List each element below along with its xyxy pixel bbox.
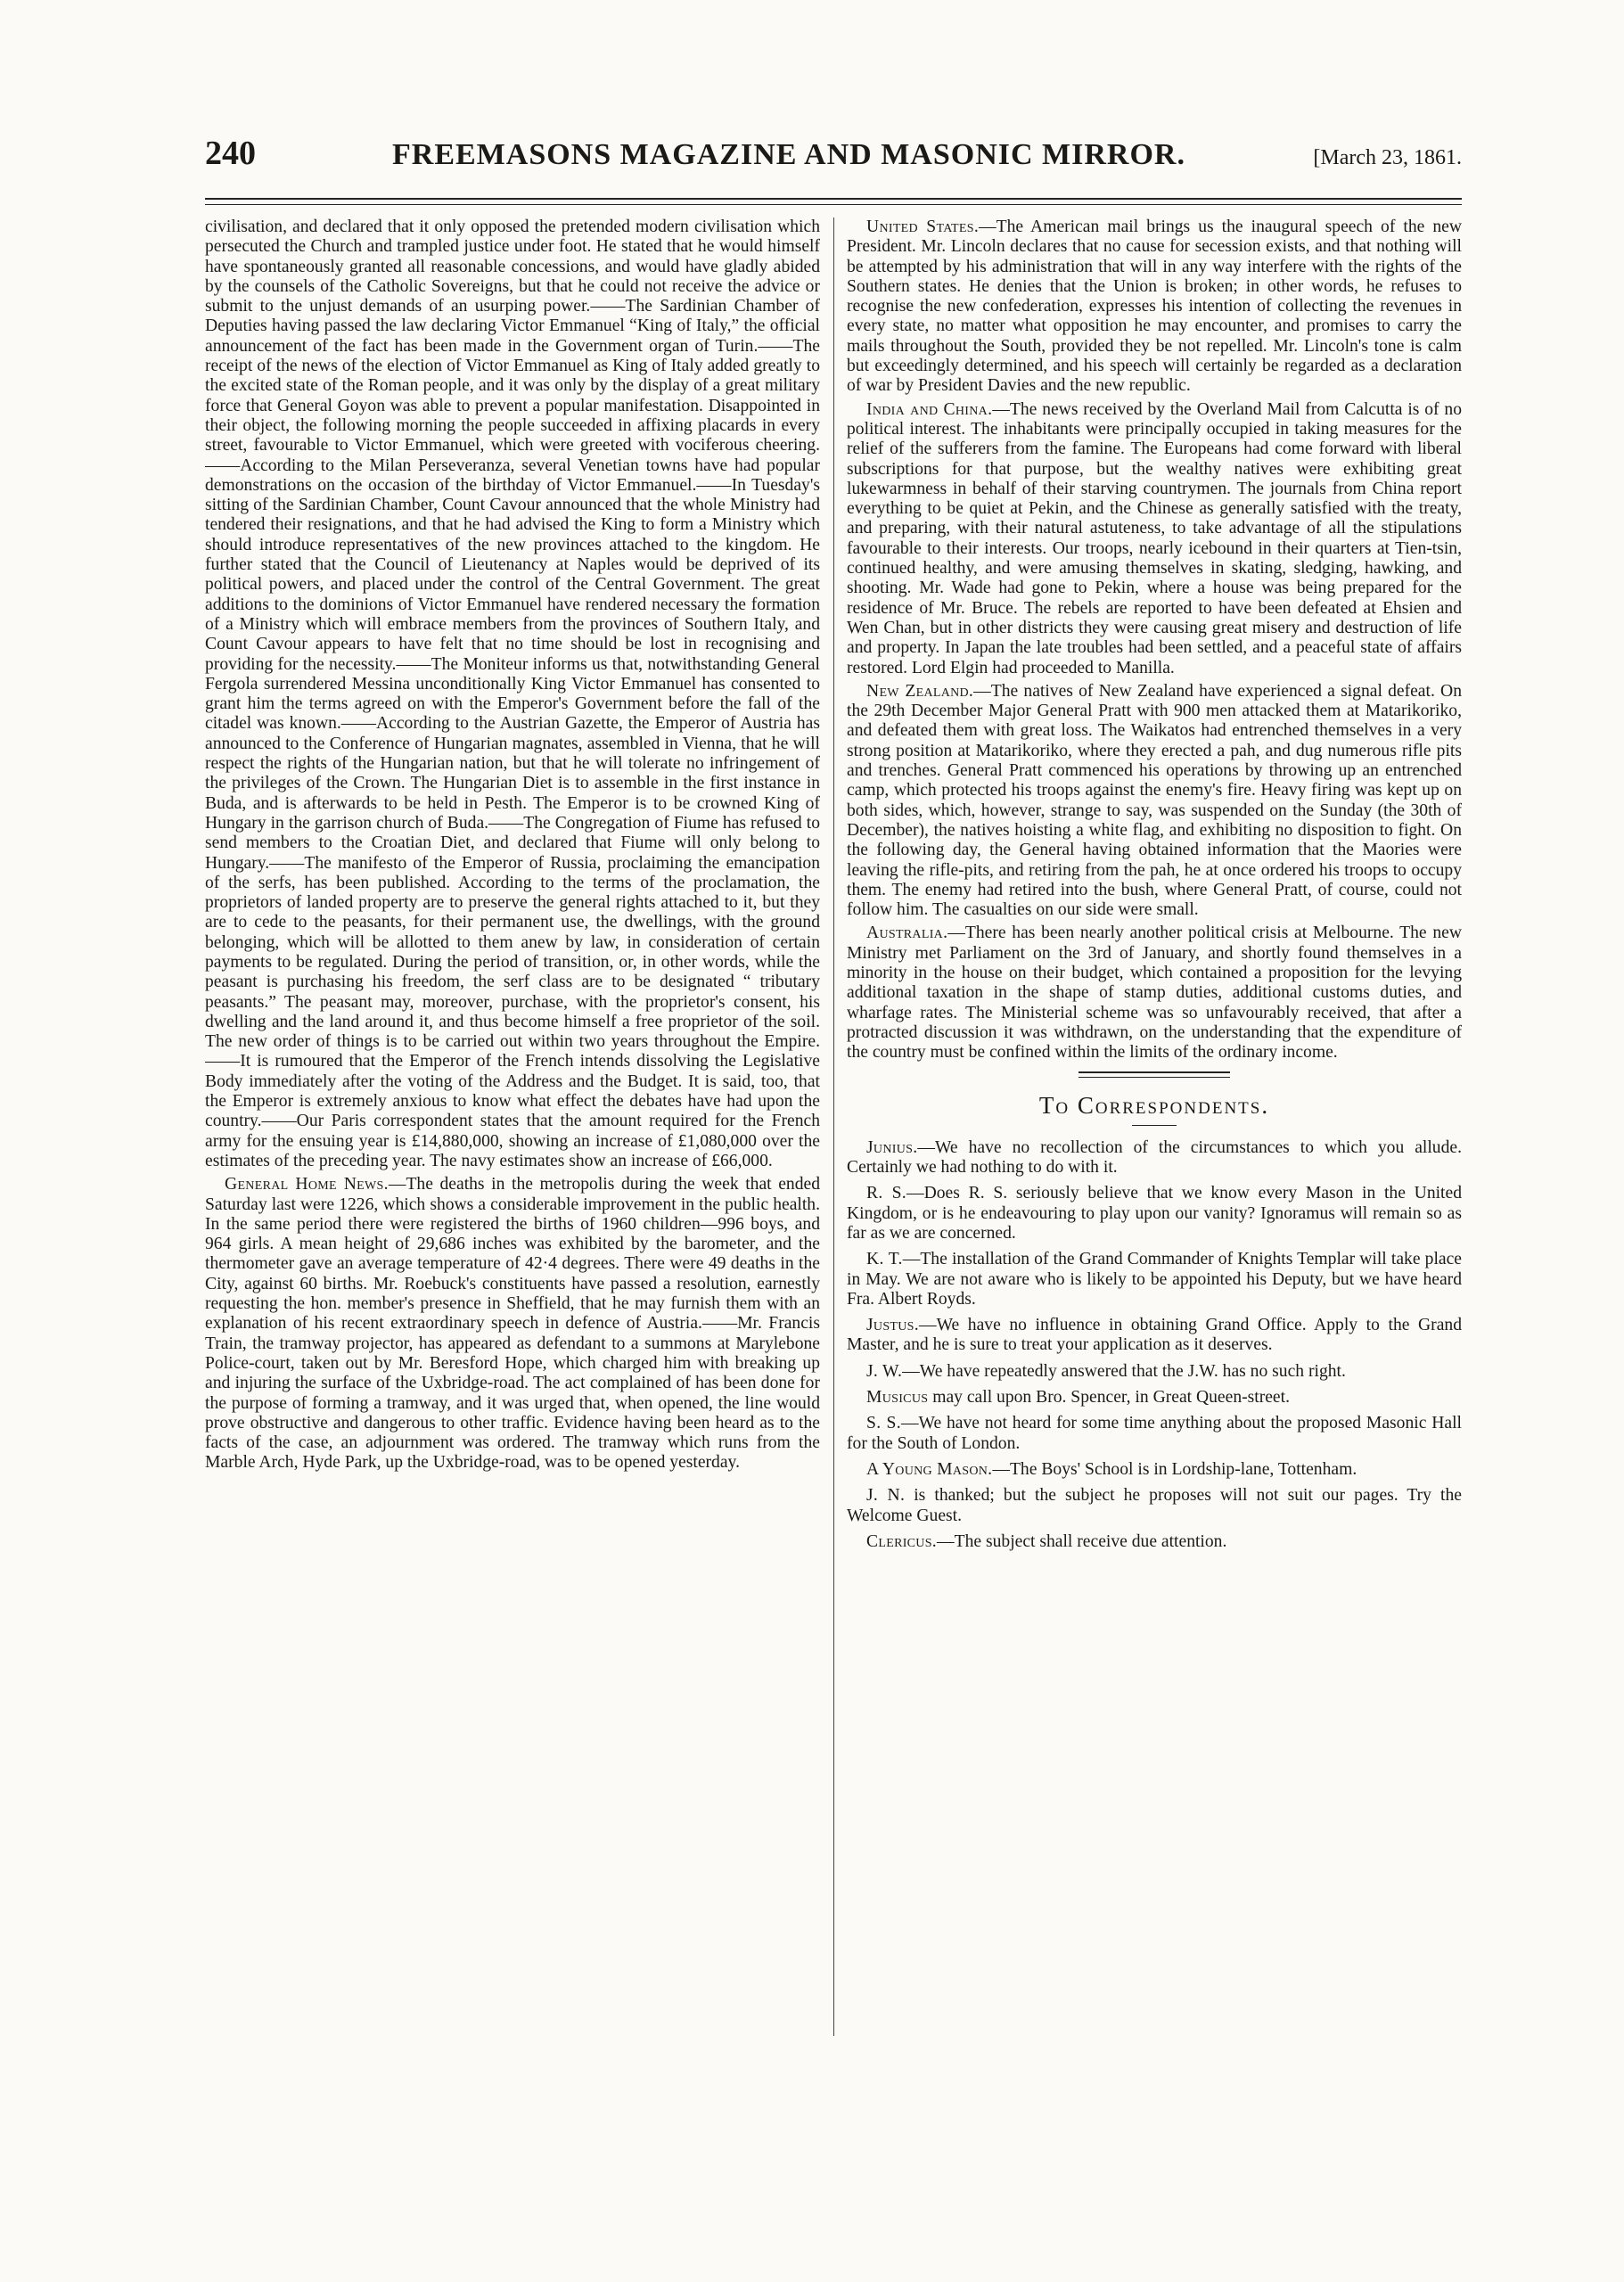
note-text: is thanked; but the subject he proposes will not suit our pages. Try the Welcome Guest. bbox=[847, 1486, 1462, 1525]
correspondent-note bbox=[847, 1316, 1462, 1356]
note-lead: J. W. bbox=[866, 1361, 903, 1381]
note-lead: S. S. bbox=[866, 1414, 901, 1433]
paragraph-lead: Australia. bbox=[866, 923, 948, 943]
right-column bbox=[847, 218, 1462, 2179]
correspondent-note bbox=[847, 1138, 1462, 1178]
news-paragraph bbox=[205, 1175, 820, 1473]
note-lead: Clericus. bbox=[866, 1531, 938, 1551]
header-rule bbox=[205, 198, 1462, 205]
paragraph-lead: General Home News. bbox=[225, 1175, 389, 1194]
note-lead: Musicus bbox=[866, 1388, 929, 1408]
paragraph-text: —The natives of New Zealand have experienced a signal defeat. On the 29th December Major General Pratt with 900 men attacked them at Matarikoriko, and defeated them with great loss. The Waikatos had entrenched themselves in a very strong position at Matarikoriko, where they erected a pah, and dug numerous rifle pits and trenches. General Pratt commenced his operations by throwing up an entrenched camp, which protected his troops against the enemy's fire. Heavy firing was kept up on both sides, which, however, strange to say, was suspended on the Sunday (the 30th of December), the natives hoisting a white flag, and exhibiting no disposition to fight. On the following day, the General having obtained information that the Maories were leaving the rifle-pits, and retiring from the pah, he at once ordered his troops to occupy them. The enemy had retired into the bush, where General Pratt, of course, could not follow him. The casualties on our side were small. bbox=[847, 681, 1462, 920]
correspondent-note bbox=[847, 1362, 1462, 1382]
correspondents-heading: To Correspondents. bbox=[1038, 1092, 1270, 1120]
page-header bbox=[205, 134, 1462, 187]
section-rule bbox=[1079, 1071, 1230, 1073]
correspondents-list bbox=[847, 1138, 1462, 1552]
paragraph-lead: New Zealand. bbox=[866, 681, 974, 701]
paragraph-text: —There has been nearly another political crisis at Melbourne. The new Ministry met Parliament on the 3rd of January, and shortly found themselves in a minority in the house on their budget, which contained a proposition for the levying additional taxation in the shape of stamp duties, additional customs duties, and wharfage rates. The Ministerial scheme was so unfavourably received, that after a protracted discussion it was withdrawn, on the understanding that the expenditure of the country must be confined within the limits of the ordinary income. bbox=[847, 923, 1462, 1063]
issue-date: [March 23, 1861. bbox=[1313, 146, 1462, 169]
news-paragraph bbox=[847, 218, 1462, 397]
paragraph-lead: India and China. bbox=[866, 399, 993, 419]
note-text: —We have repeatedly answered that the J.W. has no such right. bbox=[902, 1361, 1346, 1381]
page-number: 240 bbox=[205, 135, 256, 172]
column-divider bbox=[833, 218, 834, 2036]
correspondent-note bbox=[847, 1388, 1462, 1408]
note-lead: Junius. bbox=[866, 1137, 918, 1157]
correspondent-note bbox=[847, 1460, 1462, 1480]
correspondent-note bbox=[847, 1184, 1462, 1244]
left-column bbox=[205, 218, 820, 2179]
paragraph-text: —The news received by the Overland Mail from Calcutta is of no political interest. The inhabitants were principally occupied in taking measures for the relief of the sufferers from the famine. The Europeans had come forward with liberal subscriptions for that purpose, but the wealthy natives were exhibiting great lukewarmness in behalf of their starving countrymen. The journals from China report everything to be quiet at Pekin, and the Chinese as generally satisfied with the treaty, and preparing, with their natural astuteness, to take advantage of all the stipulations favourable to their interests. Our troops, nearly icebound in their quarters at Tien-tsin, continued healthy, and were amusing themselves in skating, sledging, hawking, and shooting. Mr. Wade had gone to Pekin, where a house was being prepared for the residence of Mr. Bruce. The rebels are reported to have been defeated at Ehsien and Wen Chan, but in other districts they were causing great misery and destruction of life and property. In Japan the late troubles had been settled, and a peaceful state of affairs restored. Lord Elgin had proceeded to Manilla. bbox=[847, 399, 1462, 677]
news-paragraph bbox=[205, 218, 820, 1171]
note-text: —Does R. S. seriously believe that we know every Mason in the United Kingdom, or is he endeavouring to play upon our vanity? Ignoramus will remain so as far as we are concerned. bbox=[847, 1184, 1462, 1243]
masthead-title: FREEMASONS MAGAZINE AND MASONIC MIRROR. bbox=[392, 138, 1185, 171]
section-rule bbox=[1079, 1077, 1230, 1078]
note-text: —We have no influence in obtaining Grand Office. Apply to the Grand Master, and he is sure to treat your application as it deserves. bbox=[847, 1316, 1462, 1355]
heading-rule bbox=[1132, 1125, 1177, 1126]
note-lead: A Young Mason. bbox=[866, 1459, 993, 1479]
note-text: —The subject shall receive due attention. bbox=[937, 1531, 1227, 1551]
note-text: —The installation of the Grand Commander of Knights Templar will take place in May. We are not aware who is likely to be appointed his Deputy, but we have heard Fra. Albert Royds. bbox=[847, 1250, 1462, 1309]
note-lead: R. S. bbox=[866, 1184, 907, 1203]
correspondent-note bbox=[847, 1250, 1462, 1309]
note-lead: J. N. bbox=[866, 1486, 906, 1506]
paragraph-text: —The deaths in the metropolis during the week that ended Saturday last were 1226, which shows a considerable improvement in the public health. In the same period there were registered the births of 1960 children—996 boys, and 964 girls. A mean height of 29,686 inches was exhibited by the barometer, and the thermometer gave an average temperature of 42·4 degrees. There were 49 deaths in the City, against 60 births. Mr. Roebuck's constituents have passed a resolution, earnestly requesting the hon. member's presence in Sheffield, that he may furnish them with an explanation of his recent extraordinary speech in defence of Austria.——Mr. Francis Train, the tramway projector, has appeared as defendant to a summons at Marylebone Police-court, taken out by Mr. Beresford Hope, which charged him with breaking up and injuring the surface of the Uxbridge-road. The act complained of has been done for the purpose of forming a tramway, and it was urged that, when opened, the line would prove obstructive and dangerous to other traffic. Evidence having been heard as to the facts of the case, an adjournment was ordered. The tramway which runs from the Marble Arch, Hyde Park, up the Uxbridge-road, was to be opened yesterday. bbox=[205, 1175, 820, 1473]
note-text: —We have no recollection of the circumstances to which you allude. Certainly we had nothing to do with it. bbox=[847, 1137, 1462, 1178]
news-paragraph bbox=[847, 923, 1462, 1063]
news-paragraph bbox=[847, 400, 1462, 678]
correspondent-note bbox=[847, 1532, 1462, 1552]
paragraph-text: —The American mail brings us the inaugural speech of the new President. Mr. Lincoln declares that no cause for secession exists, and that nothing will be attempted by his administration that will in any way interfere with the rights of the Southern states. He denies that the Union is broken; in other words, he refuses to recognise the new confederation, expresses his intention of collecting the revenues in every state, no matter what opposition he may encounter, and promises to carry the mails throughout the South, provided they be not repelled. Mr. Lincoln's tone is calm but exceedingly determined, and his speech will certainly be regarded as a declaration of war by President Davies and the new republic. bbox=[847, 218, 1462, 396]
correspondent-note bbox=[847, 1486, 1462, 1526]
note-text: —We have not heard for some time anything about the proposed Masonic Hall for the South of London. bbox=[847, 1414, 1462, 1453]
paragraph-text: civilisation, and declared that it only opposed the pretended modern civilisation which persecuted the Church and trampled justice under foot. He stated that he would himself have spontaneously granted all reasonable concessions, and would have gladly abided by the counsels of the Catholic Sovereigns, but that he could not receive the advice or submit to the unjust demands of an usurping power.——The Sardinian Chamber of Deputies having passed the law declaring Victor Emmanuel “King of Italy,” the official announcement of the fact has been made in the Government organ of Turin.——The receipt of the news of the election of Victor Emmanuel as King of Italy added greatly to the excited state of the Roman people, and it was only by the display of a great military force that General Goyon was able to prevent a popular manifestation. Disappointed in their object, the following morning the people succeeded in affixing placards in every street, favourable to Victor Emmanuel, which were greeted with vociferous cheering.——According to the Milan Perseveranza, several Venetian towns have had popular demonstrations on the occasion of the birthday of Victor Emmanuel.——In Tuesday's sitting of the Sardinian Chamber, Count Cavour announced that the whole Ministry had tendered their resignations, and that he had advised the King to form a Ministry which should introduce representatives of the new provinces attached to the kingdom. He further stated that the Council of Lieutenancy at Naples would be deprived of its political powers, and placed under the control of the Central Government. The great additions to the dominions of Victor Emmanuel have rendered necessary the formation of a Ministry which will embrace members from the provinces of Southern Italy, and Count Cavour appears to have felt that no time should be lost in recognising and providing for the necessity.——The Moniteur informs us that, notwithstanding General Fergola surrendered Messina unconditionally King Victor Emmanuel has consented to grant him the terms agreed on with the Emperor's Government before the fall of the citadel was known.——According to the Austrian Gazette, the Emperor of Austria has announced to the Conference of Hungarian magnates, assembled in Vienna, that he will respect the rights of the Hungarian nation, but that he will tolerate no infringement of the privileges of the Crown. The Hungarian Diet is to assemble in the first instance in Buda, and is afterwards to be held in Pesth. The Emperor is to be crowned King of Hungary in the garrison church of Buda.——The Congregation of Fiume has refused to send members to the Croatian Diet, and declared that Fiume will only belong to Hungary.——The manifesto of the Emperor of Russia, proclaiming the emancipation of the serfs, has been published. According to the terms of the proclamation, the proprietors of landed property are to preserve the general rights attached to it, but they are to cede to the peasants, for their permanent use, the dwellings, with the ground belonging, which will be allotted to them anew by law, in consideration of certain payments to be regulated. During the period of transition, or, in other words, while the peasant is purchasing his freedom, the serf class are to be designated “ tributary peasants.” The peasant may, moreover, purchase, with the proprietor's consent, his dwelling and the land around it, and thus become himself a free proprietor of the soil. The new order of things is to be carried out within two years throughout the Empire.——It is rumoured that the Emperor of the French intends dissolving the Legislative Body immediately after the voting of the Address and the Budget. It is said, too, that the Emperor is extremely anxious to know what effect the debates have had upon the country.——Our Paris correspondent states that the amount required for the French army for the ensuing year is £14,880,000, showing an increase of £1,080,000 over the estimates of the preceding year. The navy estimates show an increase of £66,000. bbox=[205, 218, 820, 1170]
note-text: may call upon Bro. Spencer, in Great Queen-street. bbox=[928, 1388, 1290, 1408]
news-paragraph bbox=[847, 682, 1462, 921]
note-lead: Justus. bbox=[866, 1316, 919, 1335]
note-lead: K. T. bbox=[866, 1250, 903, 1269]
correspondent-note bbox=[847, 1414, 1462, 1454]
note-text: —The Boys' School is in Lordship-lane, Tottenham. bbox=[992, 1459, 1357, 1479]
paragraph-lead: United States. bbox=[866, 218, 980, 236]
